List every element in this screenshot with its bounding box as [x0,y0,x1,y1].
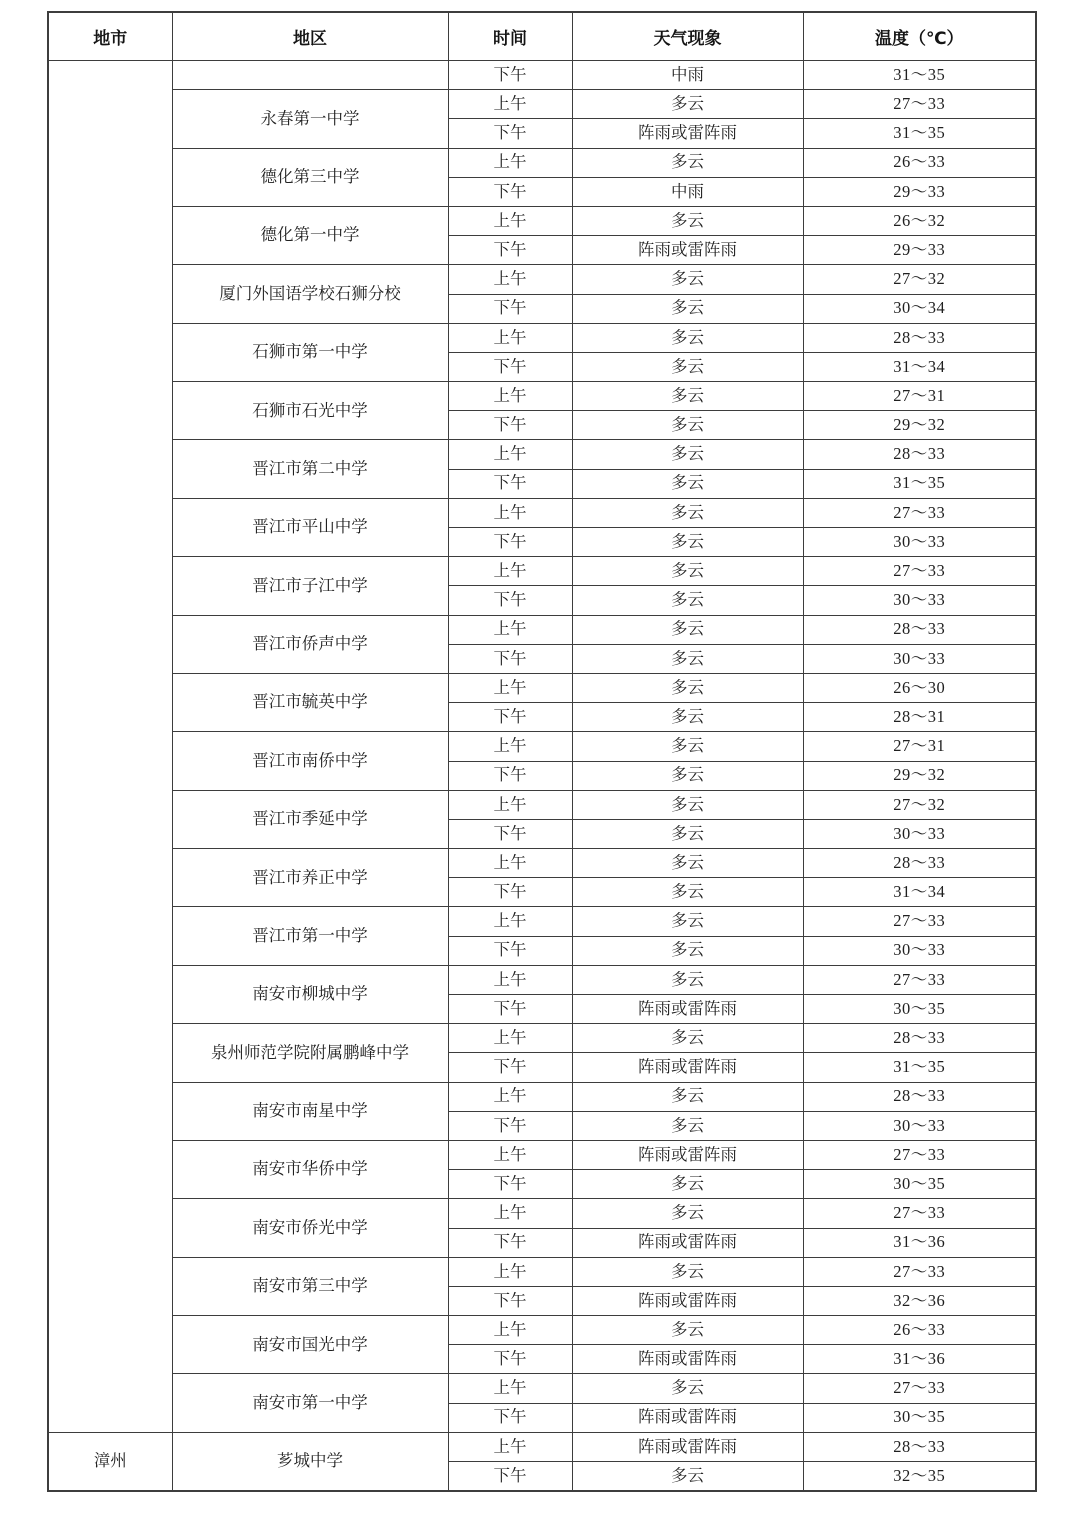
temp-cell: 31～35 [803,61,1036,90]
time-cell: 下午 [448,1403,572,1432]
column-header-2: 时间 [448,12,572,61]
weather-cell: 中雨 [572,61,803,90]
time-cell: 下午 [448,119,572,148]
weather-cell: 多云 [572,1462,803,1492]
time-cell: 上午 [448,965,572,994]
time-cell: 下午 [448,878,572,907]
temp-cell: 31～34 [803,878,1036,907]
table-row [48,1140,1036,1169]
time-cell: 上午 [448,1199,572,1228]
temp-cell: 32～35 [803,1462,1036,1492]
temp-cell: 31～34 [803,352,1036,381]
table-row [48,323,1036,352]
time-cell: 下午 [448,177,572,206]
school-cell: 晋江市季延中学 [172,790,448,848]
temp-cell: 27～33 [803,498,1036,527]
time-cell: 下午 [448,61,572,90]
weather-cell: 阵雨或雷阵雨 [572,1053,803,1082]
weather-cell: 中雨 [572,177,803,206]
temp-cell: 31～36 [803,1345,1036,1374]
time-cell: 下午 [448,294,572,323]
time-cell: 上午 [448,790,572,819]
temp-cell: 30～35 [803,995,1036,1024]
temp-cell: 29～32 [803,411,1036,440]
column-header-1: 地区 [172,12,448,61]
school-cell: 晋江市侨声中学 [172,615,448,673]
weather-cell: 多云 [572,673,803,702]
weather-cell: 多云 [572,790,803,819]
time-cell: 上午 [448,1257,572,1286]
table-row [48,90,1036,119]
weather-cell: 多云 [572,557,803,586]
weather-cell: 多云 [572,615,803,644]
temp-cell: 31～35 [803,1053,1036,1082]
column-header-4: 温度（℃） [803,12,1036,61]
weather-cell: 多云 [572,90,803,119]
school-cell: 晋江市平山中学 [172,498,448,556]
weather-cell: 多云 [572,936,803,965]
temp-cell: 26～33 [803,1316,1036,1345]
school-cell: 厦门外国语学校石狮分校 [172,265,448,323]
table-row [48,206,1036,235]
city-cell [48,61,172,1433]
column-header-3: 天气现象 [572,12,803,61]
temp-cell: 28～33 [803,1082,1036,1111]
table-row [48,1374,1036,1403]
table-body [48,61,1036,1492]
time-cell: 下午 [448,703,572,732]
temp-cell: 27～32 [803,790,1036,819]
table-row [48,440,1036,469]
temp-cell: 29～32 [803,761,1036,790]
temp-cell: 29～33 [803,236,1036,265]
school-cell: 晋江市第二中学 [172,440,448,498]
time-cell: 上午 [448,90,572,119]
weather-cell: 多云 [572,907,803,936]
time-cell: 上午 [448,907,572,936]
temp-cell: 30～33 [803,586,1036,615]
weather-cell: 多云 [572,732,803,761]
time-cell: 上午 [448,382,572,411]
weather-cell: 多云 [572,761,803,790]
weather-cell: 阵雨或雷阵雨 [572,1140,803,1169]
time-cell: 上午 [448,1316,572,1345]
column-header-0: 地市 [48,12,172,61]
time-cell: 上午 [448,673,572,702]
weather-cell: 阵雨或雷阵雨 [572,1286,803,1315]
table-header [48,12,1036,61]
school-cell: 芗城中学 [172,1432,448,1491]
temp-cell: 27～33 [803,1199,1036,1228]
temp-cell: 30～33 [803,1111,1036,1140]
time-cell: 上午 [448,498,572,527]
table-row [48,1199,1036,1228]
weather-cell: 多云 [572,878,803,907]
school-cell [172,61,448,90]
school-cell: 泉州师范学院附属鹏峰中学 [172,1024,448,1082]
time-cell: 上午 [448,1024,572,1053]
table-row [48,1432,1036,1461]
time-cell: 下午 [448,352,572,381]
time-cell: 下午 [448,411,572,440]
table-row [48,1257,1036,1286]
weather-cell: 多云 [572,411,803,440]
weather-cell: 阵雨或雷阵雨 [572,236,803,265]
weather-forecast-table [47,11,1037,1492]
time-cell: 上午 [448,206,572,235]
time-cell: 上午 [448,440,572,469]
time-cell: 下午 [448,995,572,1024]
school-cell: 晋江市毓英中学 [172,673,448,731]
table-row [48,61,1036,90]
table-row [48,498,1036,527]
header-row [48,12,1036,61]
temp-cell: 28～33 [803,323,1036,352]
table-row [48,732,1036,761]
time-cell: 下午 [448,586,572,615]
time-cell: 上午 [448,323,572,352]
temp-cell: 28～31 [803,703,1036,732]
weather-cell: 多云 [572,1170,803,1199]
temp-cell: 31～36 [803,1228,1036,1257]
temp-cell: 29～33 [803,177,1036,206]
school-cell: 晋江市养正中学 [172,849,448,907]
temp-cell: 30～34 [803,294,1036,323]
temp-cell: 28～33 [803,1432,1036,1461]
weather-cell: 多云 [572,644,803,673]
weather-cell: 多云 [572,528,803,557]
time-cell: 下午 [448,1345,572,1374]
table-row [48,265,1036,294]
table-row [48,615,1036,644]
temp-cell: 27～33 [803,907,1036,936]
table-row [48,790,1036,819]
table-row [48,557,1036,586]
weather-cell: 多云 [572,206,803,235]
weather-cell: 阵雨或雷阵雨 [572,1432,803,1461]
weather-cell: 多云 [572,849,803,878]
school-cell: 德化第三中学 [172,148,448,206]
school-cell: 南安市第三中学 [172,1257,448,1315]
temp-cell: 30～33 [803,819,1036,848]
table-row [48,1316,1036,1345]
temp-cell: 31～35 [803,119,1036,148]
time-cell: 上午 [448,1432,572,1461]
weather-cell: 多云 [572,1024,803,1053]
time-cell: 下午 [448,1053,572,1082]
temp-cell: 28～33 [803,615,1036,644]
time-cell: 上午 [448,615,572,644]
weather-cell: 多云 [572,382,803,411]
temp-cell: 31～35 [803,469,1036,498]
time-cell: 上午 [448,557,572,586]
temp-cell: 28～33 [803,1024,1036,1053]
school-cell: 石狮市石光中学 [172,382,448,440]
time-cell: 上午 [448,1374,572,1403]
temp-cell: 30～33 [803,528,1036,557]
temp-cell: 26～33 [803,148,1036,177]
table-row [48,1024,1036,1053]
temp-cell: 26～32 [803,206,1036,235]
time-cell: 下午 [448,469,572,498]
weather-cell: 多云 [572,469,803,498]
time-cell: 下午 [448,819,572,848]
time-cell: 上午 [448,148,572,177]
school-cell: 南安市第一中学 [172,1374,448,1432]
table-row [48,965,1036,994]
temp-cell: 27～31 [803,732,1036,761]
weather-cell: 多云 [572,294,803,323]
temp-cell: 30～35 [803,1170,1036,1199]
time-cell: 下午 [448,236,572,265]
temp-cell: 28～33 [803,440,1036,469]
temp-cell: 26～30 [803,673,1036,702]
school-cell: 晋江市第一中学 [172,907,448,965]
weather-cell: 多云 [572,352,803,381]
weather-cell: 多云 [572,1374,803,1403]
weather-cell: 多云 [572,1257,803,1286]
weather-cell: 阵雨或雷阵雨 [572,1345,803,1374]
temp-cell: 27～33 [803,965,1036,994]
time-cell: 下午 [448,936,572,965]
school-cell: 晋江市南侨中学 [172,732,448,790]
time-cell: 下午 [448,528,572,557]
school-cell: 晋江市子江中学 [172,557,448,615]
temp-cell: 30～35 [803,1403,1036,1432]
time-cell: 上午 [448,1140,572,1169]
temp-cell: 30～33 [803,936,1036,965]
temp-cell: 27～33 [803,1374,1036,1403]
temp-cell: 30～33 [803,644,1036,673]
time-cell: 下午 [448,644,572,673]
school-cell: 南安市南星中学 [172,1082,448,1140]
temp-cell: 27～32 [803,265,1036,294]
weather-cell: 多云 [572,265,803,294]
time-cell: 上午 [448,849,572,878]
temp-cell: 27～33 [803,1257,1036,1286]
time-cell: 下午 [448,1228,572,1257]
weather-cell: 多云 [572,703,803,732]
school-cell: 南安市华侨中学 [172,1140,448,1198]
weather-cell: 阵雨或雷阵雨 [572,995,803,1024]
time-cell: 上午 [448,265,572,294]
school-cell: 南安市柳城中学 [172,965,448,1023]
school-cell: 石狮市第一中学 [172,323,448,381]
weather-cell: 阵雨或雷阵雨 [572,119,803,148]
time-cell: 下午 [448,1286,572,1315]
table-row [48,673,1036,702]
table-row [48,1082,1036,1111]
weather-cell: 多云 [572,1082,803,1111]
weather-cell: 多云 [572,440,803,469]
weather-cell: 多云 [572,1316,803,1345]
school-cell: 南安市国光中学 [172,1316,448,1374]
time-cell: 下午 [448,1170,572,1199]
weather-cell: 阵雨或雷阵雨 [572,1403,803,1432]
weather-cell: 多云 [572,1199,803,1228]
temp-cell: 27～33 [803,90,1036,119]
temp-cell: 28～33 [803,849,1036,878]
weather-cell: 多云 [572,498,803,527]
time-cell: 下午 [448,1111,572,1140]
table-row [48,148,1036,177]
weather-cell: 阵雨或雷阵雨 [572,1228,803,1257]
table-row [48,382,1036,411]
temp-cell: 32～36 [803,1286,1036,1315]
temp-cell: 27～31 [803,382,1036,411]
time-cell: 上午 [448,732,572,761]
temp-cell: 27～33 [803,1140,1036,1169]
time-cell: 上午 [448,1082,572,1111]
table-row [48,849,1036,878]
weather-cell: 多云 [572,586,803,615]
school-cell: 德化第一中学 [172,206,448,264]
weather-cell: 多云 [572,819,803,848]
weather-cell: 多云 [572,323,803,352]
time-cell: 下午 [448,1462,572,1492]
school-cell: 永春第一中学 [172,90,448,148]
time-cell: 下午 [448,761,572,790]
city-cell: 漳州 [48,1432,172,1491]
school-cell: 南安市侨光中学 [172,1199,448,1257]
temp-cell: 27～33 [803,557,1036,586]
weather-cell: 多云 [572,148,803,177]
table-row [48,907,1036,936]
weather-cell: 多云 [572,965,803,994]
weather-cell: 多云 [572,1111,803,1140]
